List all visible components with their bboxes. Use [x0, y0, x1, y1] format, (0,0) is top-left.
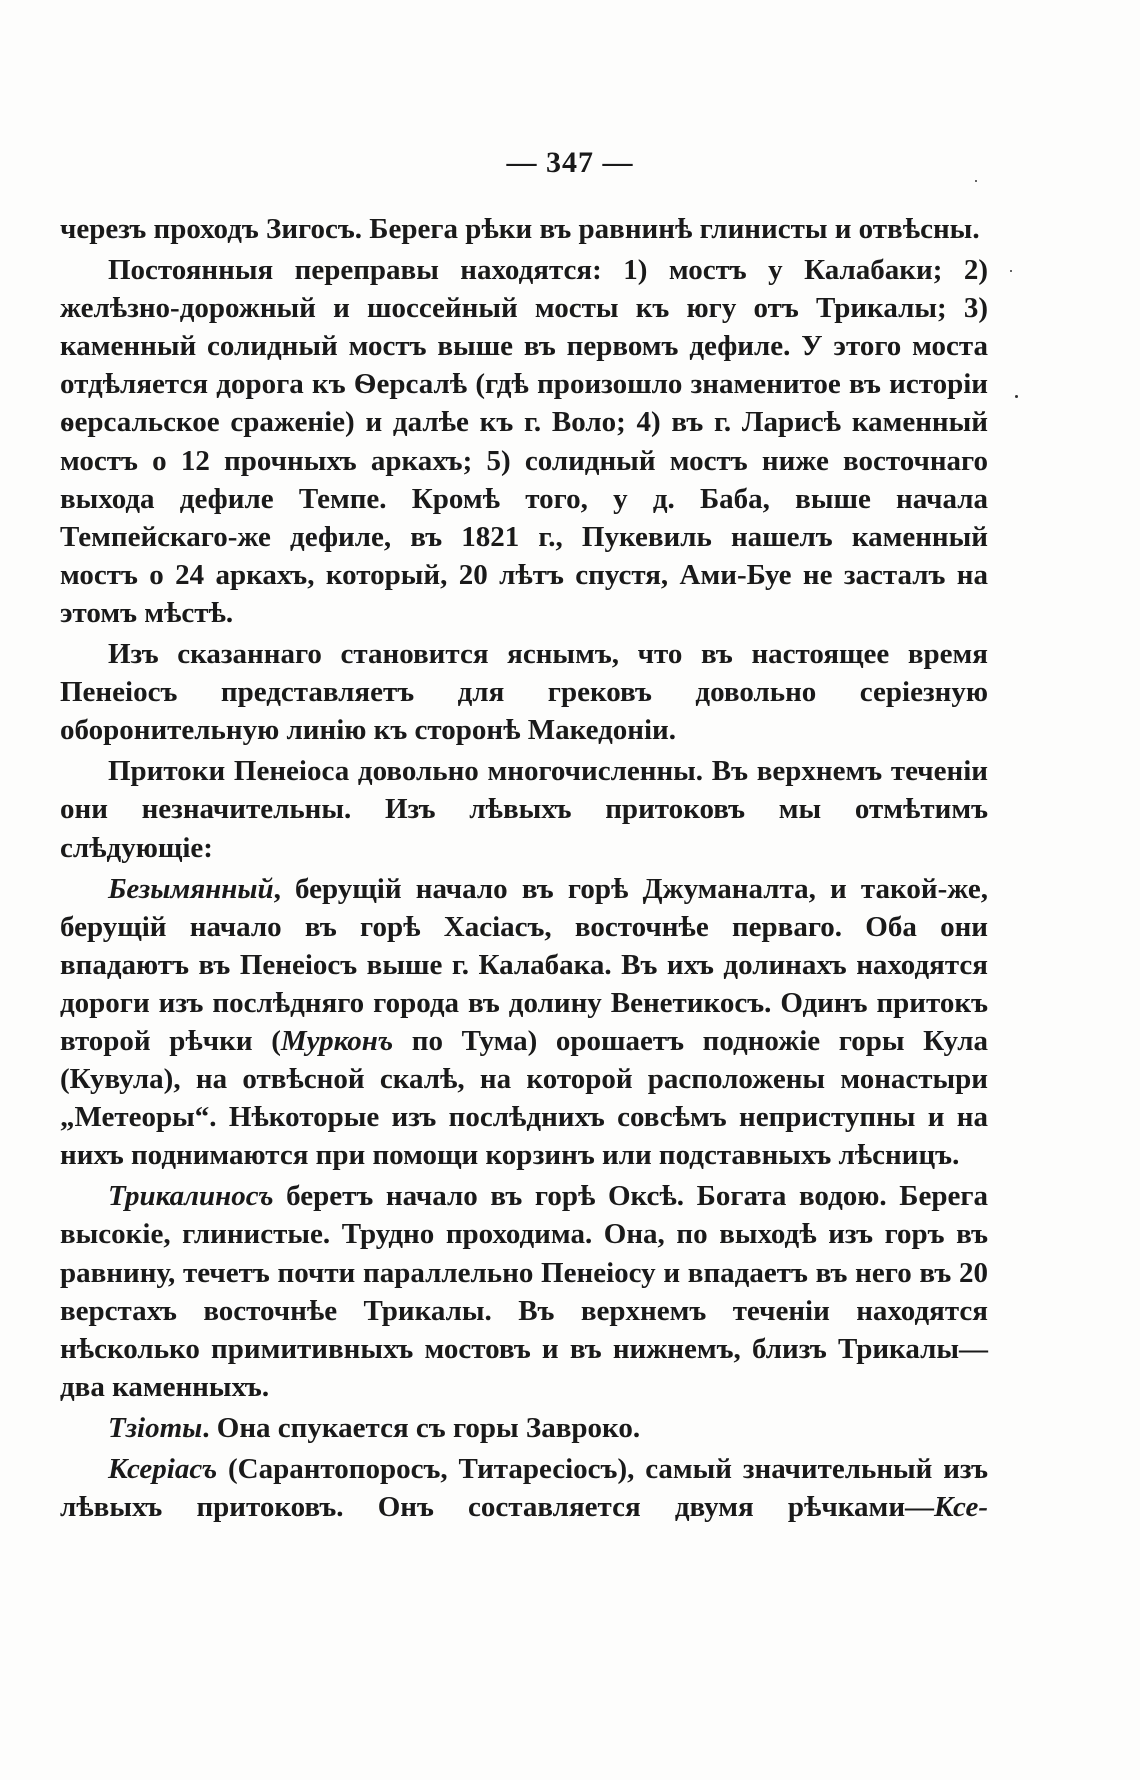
paragraph	[60, 752, 988, 866]
paragraph	[60, 1409, 988, 1447]
paragraph	[60, 251, 988, 632]
text-run: по Тума) орошаетъ подножіе горы Кула (Кувула), на отвѣсной скалѣ, на которой расположены монастыри „Метеоры“. Нѣкоторые изъ послѣднихъ совсѣмъ неприступны и на нихъ поднимаются при помощи корзинъ или подставныхъ лѣсницъ.	[60, 1024, 988, 1172]
paragraph	[60, 1450, 988, 1526]
paragraph	[60, 635, 988, 749]
text-run: . Она спукается съ горы Завроко.	[202, 1411, 641, 1444]
italic-term: Ксеріасъ	[108, 1453, 218, 1485]
text-run: Притоки Пенеіоса довольно многочисленны. Въ верхнемъ теченіи они незначительны. Изъ лѣвыхъ притоковъ мы отмѣтимъ слѣдующіе:	[60, 755, 988, 864]
text-run: (Сарантопоросъ, Титаресіосъ), самый значительный изъ лѣвыхъ притоковъ. Онъ составляется двумя рѣчками—	[60, 1453, 988, 1524]
ink-speck	[975, 180, 977, 182]
ink-speck	[1010, 270, 1012, 272]
ink-speck	[1015, 395, 1018, 398]
italic-term: Трикалиносъ	[108, 1180, 274, 1213]
text-run: Изъ сказаннаго становится яснымъ, что въ настоящее время Пенеіосъ представляетъ для грековъ довольно серіезную оборонительную линію къ сторонѣ Македоніи.	[60, 638, 988, 747]
italic-term: Безымянный	[108, 872, 274, 905]
text-run: беретъ начало въ горѣ Оксѣ. Богата водою. Берега высокіе, глинистые. Трудно проходима. Она, по выходѣ изъ горъ въ равнину, течетъ почти параллельно Пенеіосу и впадаетъ въ него въ 20 верстахъ восточнѣе Трикалы. Въ верхнемъ теченіи находятся нѣсколько примитивныхъ мостовъ и въ нижнемъ, близъ Трикалы—два каменныхъ.	[60, 1180, 988, 1403]
italic-term: Тзіоты	[108, 1411, 203, 1444]
body-text	[60, 210, 988, 1529]
paragraph	[60, 210, 988, 248]
italic-term: Мурконъ	[280, 1024, 394, 1057]
text-run: , берущій начало въ горѣ Джуманалта, и такой-же, берущій начало въ горѣ Хасіасъ, восточнѣе перваго. Оба они впадаютъ въ Пенеіосъ выше г. Калабака. Въ ихъ долинахъ находятся дороги изъ послѣдняго города въ долину Венетикосъ. Одинъ притокъ второй рѣчки (	[60, 872, 988, 1057]
paragraph	[60, 870, 988, 1175]
italic-term: Ксе-	[934, 1491, 988, 1524]
text-run: Постоянныя переправы находятся: 1) мостъ у Калабаки; 2) желѣзно-дорожный и шоссейный мосты къ югу отъ Трикалы; 3) каменный солидный мостъ выше въ первомъ дефиле. У этого моста отдѣляется дорога къ Ѳерсалѣ (гдѣ произошло знаменитое въ исторіи ѳерсальское сраженіе) и далѣе къ г. Воло; 4) въ г. Ларисѣ каменный мостъ о 12 прочныхъ аркахъ; 5) солидный мостъ ниже восточнаго выхода дефиле Темпе. Кромѣ того, у д. Баба, выше начала Темпейскаго-же дефиле, въ 1821 г., Пукевиль нашелъ каменный мостъ о 24 аркахъ, который, 20 лѣтъ спустя, Ами-Буе не засталъ на этомъ мѣстѣ.	[60, 254, 988, 629]
paragraph	[60, 1177, 988, 1406]
text-run: черезъ проходъ Зигосъ. Берега рѣки въ равнинѣ глинисты и отвѣсны.	[60, 213, 980, 245]
page-number: — 347 —	[506, 146, 634, 179]
